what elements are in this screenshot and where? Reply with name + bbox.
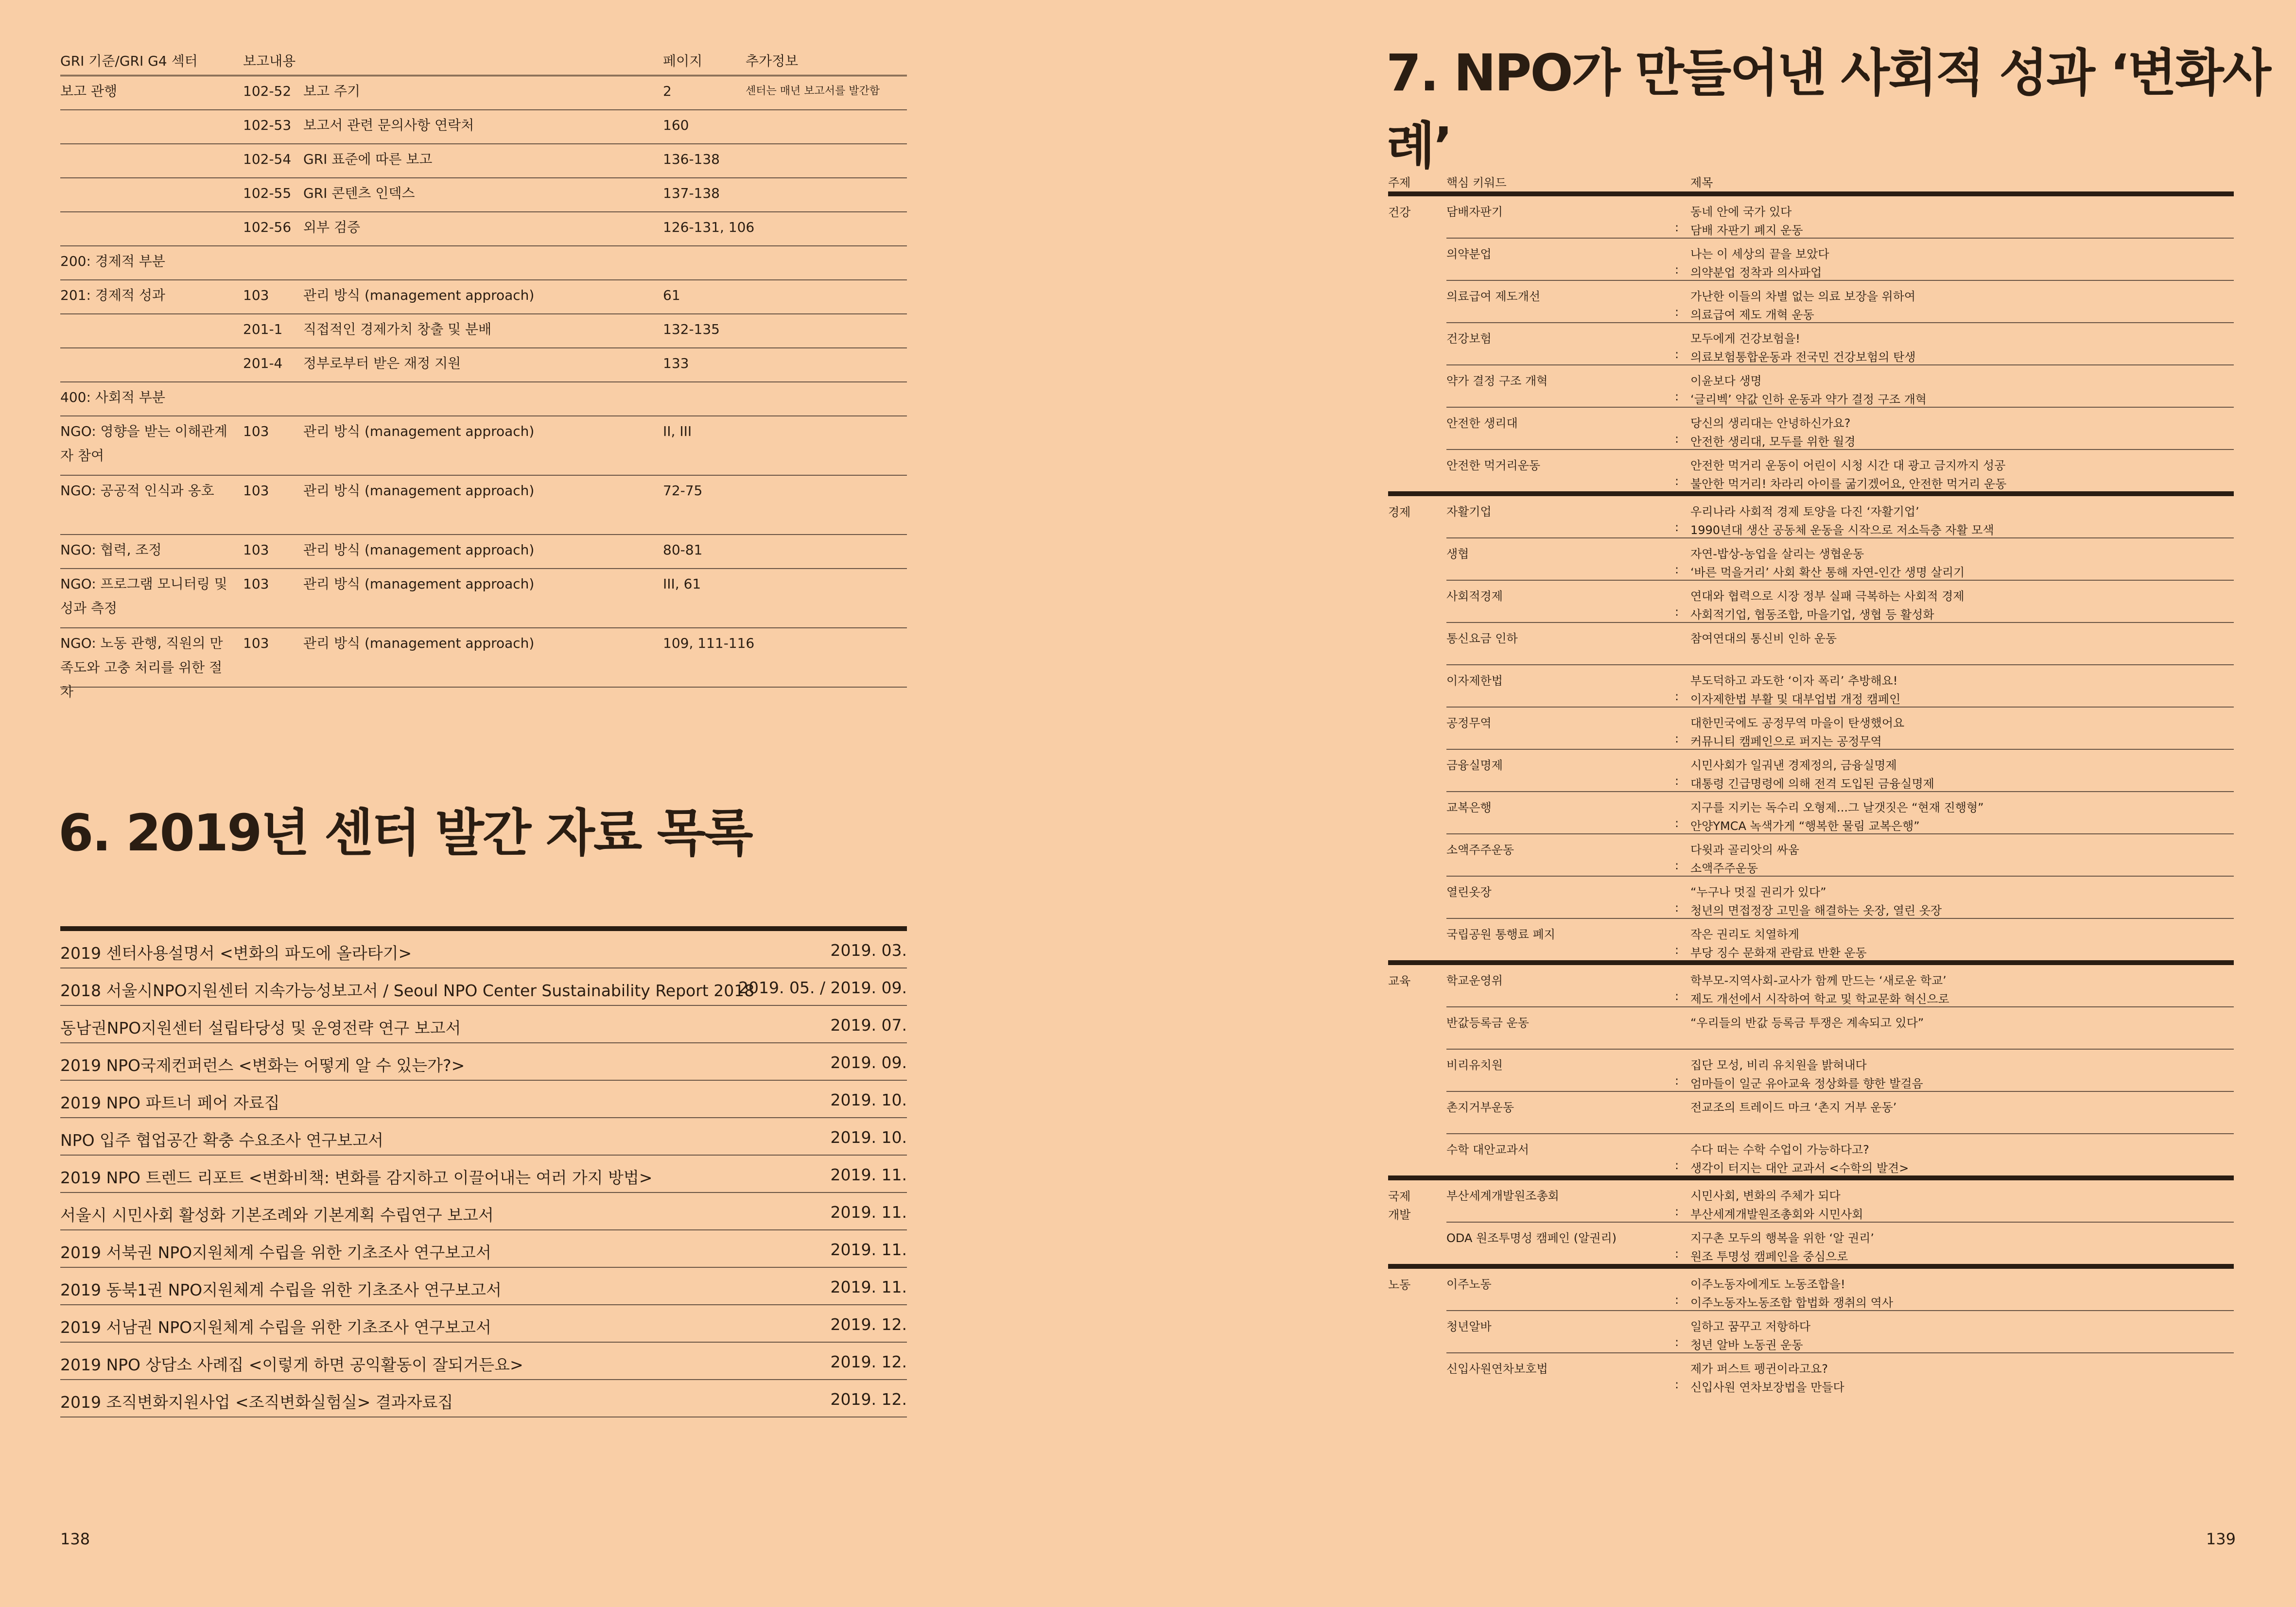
case-subtitle: 불안한 먹거리! 차라리 아이를 굶기겠어요, 안전한 먹거리 운동 (1690, 477, 2007, 491)
publication-date: 2019. 12. (830, 1390, 907, 1409)
case-title: 전교조의 트레이드 마크 ‘촌지 거부 운동’ (1690, 1101, 1897, 1114)
case-subtitle: 부당 징수 문화재 관람료 반환 운동 (1690, 946, 1867, 960)
case-title: 지구촌 모두의 행복을 위한 ‘알 권리’ (1690, 1231, 1874, 1245)
theme-block (1388, 196, 2234, 496)
case-row (1446, 1353, 2234, 1395)
case-keyword: 수학 대안교과서 (1446, 1143, 1529, 1157)
case-row (1446, 281, 2234, 323)
gri-header-content: 보고내용 (243, 53, 296, 69)
case-subtitle: 안전한 생리대, 모두를 위한 월경 (1690, 435, 1856, 449)
gri-row (60, 476, 907, 535)
gri-row-desc: 관리 방식 (management approach) (303, 483, 535, 499)
case-keyword: 이자제한법 (1446, 674, 1503, 688)
gri-row-desc: 보고서 관련 문의사항 연락처 (303, 117, 474, 133)
case-subtitle: 제도 개선에서 시작하여 학교 및 학교문화 혁신으로 (1690, 992, 1949, 1006)
theme-label: 노동 (1388, 1278, 1411, 1292)
case-colon: : (1675, 305, 1679, 319)
case-subtitle: 원조 투명성 캠페인을 중심으로 (1690, 1250, 1848, 1263)
case-row (1446, 408, 2234, 450)
gri-row (60, 246, 907, 280)
left-page-number: 138 (60, 1530, 90, 1548)
gri-row-code: 103 (243, 635, 269, 651)
case-subtitle: ‘바른 먹을거리’ 사회 확산 통해 자연-인간 생명 살리기 (1690, 566, 1965, 579)
publication-title: 2019 센터사용설명서 <변화의 파도에 올라타기> (60, 944, 412, 963)
case-colon: : (1675, 520, 1679, 534)
case-title: “우리들의 반값 등록금 투쟁은 계속되고 있다” (1690, 1016, 1924, 1030)
theme-label: 교육 (1388, 974, 1411, 988)
publication-date: 2019. 11. (830, 1165, 907, 1184)
case-row (1446, 1180, 2234, 1223)
case-subtitle: 엄마들이 일군 유아교육 정상화를 향한 발걸음 (1690, 1077, 1923, 1090)
publication-date: 2019. 11. (830, 1240, 907, 1259)
gri-row (60, 280, 907, 314)
case-keyword: 안전한 먹거리운동 (1446, 459, 1541, 472)
gri-row-page: 2 (663, 83, 672, 99)
case-title: 당신의 생리대는 안녕하신가요? (1690, 416, 1851, 430)
case-title: 시민사회가 일궈낸 경제정의, 금융실명제 (1690, 759, 1897, 772)
gri-row-code: 201-4 (243, 355, 283, 371)
case-keyword: 열린옷장 (1446, 885, 1492, 899)
publication-title: 2018 서울시NPO지원센터 지속가능성보고서 / Seoul NPO Center Sustainability Report 2018 (60, 981, 755, 1000)
gri-row-desc: GRI 콘텐츠 인덱스 (303, 185, 415, 201)
case-subtitle: 생각이 터지는 대안 교과서 <수학의 발견> (1690, 1161, 1909, 1175)
case-row (1446, 1311, 2234, 1353)
theme-label: 건강 (1388, 206, 1411, 219)
gri-row-page: II, III (663, 423, 692, 439)
gri-row-desc: 관리 방식 (management approach) (303, 287, 535, 303)
publication-row (60, 1305, 907, 1343)
publication-title: 2019 동북1권 NPO지원체계 수립을 위한 기초조사 연구보고서 (60, 1280, 502, 1299)
case-colon: : (1675, 943, 1679, 957)
case-subtitle: 안양YMCA 녹색가게 “행복한 물림 교복은행” (1690, 819, 1920, 833)
change-cases-table (1388, 170, 2234, 1395)
theme-block (1388, 496, 2234, 965)
case-keyword: 안전한 생리대 (1446, 416, 1518, 430)
gri-row-code: 103 (243, 287, 269, 303)
case-keyword: 부산세계개발원조총회 (1446, 1189, 1559, 1203)
theme-block (1388, 1180, 2234, 1269)
publication-date: 2019. 09. (830, 1053, 907, 1072)
case-title: 우리나라 사회적 경제 토양을 다진 ‘자활기업’ (1690, 505, 1919, 518)
publication-date: 2019. 05. / 2019. 09. (738, 978, 907, 997)
publication-list (60, 926, 907, 1417)
case-colon: : (1675, 1247, 1679, 1261)
gri-row-code: 102-53 (243, 117, 292, 133)
gri-row-page: 137-138 (663, 185, 720, 201)
case-subtitle: 청년의 면접정장 고민을 해결하는 옷장, 열린 옷장 (1690, 904, 1942, 917)
case-subtitle: 이주노동자노동조합 합법화 쟁취의 역사 (1690, 1296, 1894, 1310)
gri-row-code: 103 (243, 576, 269, 592)
case-colon: : (1675, 1158, 1679, 1172)
case-colon: : (1675, 989, 1679, 1003)
case-subtitle: 담배 자판기 폐지 운동 (1690, 224, 1803, 237)
gri-row-code: 201-1 (243, 321, 283, 337)
case-colon: : (1675, 563, 1679, 576)
cases-header-theme: 주제 (1388, 176, 1411, 190)
case-keyword: 자활기업 (1446, 505, 1492, 518)
publication-date: 2019. 03. (830, 941, 907, 960)
publication-date: 2019. 12. (830, 1352, 907, 1371)
case-row (1446, 323, 2234, 365)
case-row (1446, 877, 2234, 919)
gri-row-extra: 센터는 매년 보고서를 발간함 (746, 85, 880, 97)
case-keyword: 담배자판기 (1446, 205, 1503, 219)
section-6-title: 6. 2019년 센터 발간 자료 목록 (58, 803, 752, 863)
gri-row (60, 535, 907, 569)
publication-date: 2019. 10. (830, 1128, 907, 1147)
case-keyword: 이주노동 (1446, 1278, 1492, 1291)
case-colon: : (1675, 690, 1679, 703)
case-row (1446, 196, 2234, 239)
case-colon: : (1675, 1074, 1679, 1088)
case-title: 대한민국에도 공정무역 마을이 탄생했어요 (1690, 716, 1905, 730)
publication-date: 2019. 11. (830, 1278, 907, 1296)
gri-row-page: 136-138 (663, 151, 720, 167)
case-keyword: 생협 (1446, 547, 1469, 561)
case-subtitle: 의약분업 정착과 의사파업 (1690, 266, 1822, 279)
case-title: 작은 권리도 치열하게 (1690, 928, 1799, 941)
gri-header-standard: GRI 기준/GRI G4 섹터 (60, 53, 198, 69)
publication-row (60, 1118, 907, 1156)
case-title: 이주노동자에게도 노동조합을! (1690, 1278, 1845, 1291)
case-row (1446, 1134, 2234, 1175)
gri-row-desc: 관리 방식 (management approach) (303, 423, 535, 439)
case-row (1446, 750, 2234, 792)
case-colon: : (1675, 732, 1679, 745)
case-keyword: 반값등록금 운동 (1446, 1016, 1529, 1030)
case-colon: : (1675, 1335, 1679, 1349)
publication-row (60, 1380, 907, 1417)
cases-header-keyword: 핵심 키워드 (1446, 176, 1507, 190)
publication-title: 2019 NPO국제컨퍼런스 <변화는 어떻게 알 수 있는가?> (60, 1056, 465, 1075)
publication-title: 동남권NPO지원센터 설립타당성 및 운영전략 연구 보고서 (60, 1019, 461, 1037)
case-keyword: 교복은행 (1446, 801, 1492, 814)
publication-row (60, 1230, 907, 1268)
case-colon: : (1675, 432, 1679, 446)
case-row (1446, 665, 2234, 708)
case-colon: : (1675, 1378, 1679, 1391)
case-keyword: 금융실명제 (1446, 759, 1503, 772)
gri-row (60, 628, 907, 700)
gri-row-page: 80-81 (663, 542, 703, 558)
publication-date: 2019. 12. (830, 1315, 907, 1334)
case-title: 제가 퍼스트 펭귄이라고요? (1690, 1362, 1828, 1376)
case-title: 연대와 협력으로 시장 정부 실패 극복하는 사회적 경제 (1690, 589, 1965, 603)
right-page-number: 139 (2206, 1530, 2236, 1548)
gri-row (60, 382, 907, 416)
right-page (1148, 0, 2296, 1607)
case-title: 동네 안에 국가 있다 (1690, 205, 1792, 219)
gri-row-desc: 정부로부터 받은 재정 지원 (303, 355, 461, 371)
publication-row (60, 1081, 907, 1118)
gri-row-category: NGO: 영향을 받는 이해관계자 참여 (60, 423, 227, 464)
publication-row (60, 1193, 907, 1230)
case-subtitle: 1990년대 생산 공동체 운동을 시작으로 저소득층 자활 모색 (1690, 523, 1994, 537)
gri-row-code: 103 (243, 542, 269, 558)
gri-row (60, 110, 907, 144)
case-row (1446, 365, 2234, 408)
publication-title: 2019 서남권 NPO지원체계 수립을 위한 기초조사 연구보고서 (60, 1318, 491, 1337)
case-colon: : (1675, 859, 1679, 872)
case-row (1446, 1050, 2234, 1092)
cases-header-title: 제목 (1690, 176, 1713, 190)
case-title: “누구나 멋질 권리가 있다” (1690, 885, 1826, 899)
gri-header-page: 페이지 (663, 53, 703, 69)
case-subtitle: 소액주주운동 (1690, 862, 1758, 875)
case-colon: : (1675, 347, 1679, 361)
gri-row-code: 103 (243, 423, 269, 439)
gri-row-page: 126-131, 106 (663, 219, 755, 235)
case-colon: : (1675, 774, 1679, 788)
gri-row-code: 102-56 (243, 219, 292, 235)
case-title: 안전한 먹거리 운동이 어린이 시청 시간 대 광고 금지까지 성공 (1690, 459, 2006, 472)
case-keyword: 약가 결정 구조 개혁 (1446, 374, 1548, 388)
case-keyword: 공정무역 (1446, 716, 1492, 730)
case-row (1446, 623, 2234, 665)
case-keyword: ODA 원조투명성 캠페인 (알권리) (1446, 1231, 1617, 1245)
gri-row-desc: 보고 주기 (303, 83, 361, 99)
gri-row-page: 61 (663, 287, 680, 303)
gri-row-category: 보고 관행 (60, 83, 118, 99)
case-title: 자연-밥상-농업을 살리는 생협운동 (1690, 547, 1864, 561)
case-row (1446, 1269, 2234, 1311)
case-subtitle: 청년 알바 노동권 운동 (1690, 1338, 1803, 1352)
case-row (1446, 1223, 2234, 1264)
case-subtitle: 의료급여 제도 개혁 운동 (1690, 308, 1814, 322)
gri-row-page: 132-135 (663, 321, 720, 337)
case-subtitle: ‘글리벡’ 약값 인하 운동과 약가 결정 구조 개혁 (1690, 393, 1927, 406)
case-row (1446, 581, 2234, 623)
gri-row-code: 102-55 (243, 185, 292, 201)
gri-row-desc: 직접적인 경제가치 창출 및 분배 (303, 321, 492, 337)
case-row (1446, 496, 2234, 538)
gri-row-category: 201: 경제적 성과 (60, 287, 165, 303)
gri-row (60, 569, 907, 628)
case-row (1446, 450, 2234, 491)
case-title: 시민사회, 변화의 주체가 되다 (1690, 1189, 1841, 1203)
gri-row-category: NGO: 프로그램 모니터링 및 성과 측정 (60, 576, 227, 616)
publication-date: 2019. 07. (830, 1016, 907, 1035)
case-keyword: 소액주주운동 (1446, 843, 1514, 857)
case-keyword: 건강보험 (1446, 332, 1492, 346)
case-row (1446, 708, 2234, 750)
case-keyword: 학교운영위 (1446, 974, 1503, 987)
case-subtitle: 커뮤니티 캠페인으로 퍼지는 공정무역 (1690, 735, 1882, 748)
publication-title: 2019 NPO 파트너 페어 자료집 (60, 1093, 280, 1112)
gri-row-category: NGO: 협력, 조정 (60, 542, 162, 558)
case-keyword: 의료급여 제도개선 (1446, 290, 1541, 303)
gri-row-category: NGO: 노동 관행, 직원의 만족도와 고충 처리를 위한 절차 (60, 635, 223, 700)
case-keyword: 국립공원 통행료 폐지 (1446, 928, 1555, 941)
case-title: 일하고 꿈꾸고 저항하다 (1690, 1320, 1811, 1333)
gri-row (60, 76, 907, 110)
gri-row-code: 102-52 (243, 83, 292, 99)
gri-table-body (60, 76, 907, 700)
case-row (1446, 919, 2234, 960)
case-title: 가난한 이들의 차별 없는 의료 보장을 위하여 (1690, 290, 1916, 303)
gri-row-page: 133 (663, 355, 689, 371)
case-row (1446, 965, 2234, 1007)
publication-row (60, 1156, 907, 1193)
case-subtitle: 이자제한법 부활 및 대부업법 개정 캠페인 (1690, 692, 1901, 706)
case-subtitle: 사회적기업, 협동조합, 마을기업, 생협 등 활성화 (1690, 608, 1934, 622)
case-keyword: 통신요금 인하 (1446, 632, 1518, 645)
gri-row (60, 144, 907, 178)
publication-title: 2019 서북권 NPO지원체계 수립을 위한 기초조사 연구보고서 (60, 1243, 491, 1262)
gri-row-category: 200: 경제적 부분 (60, 253, 165, 269)
case-row (1446, 538, 2234, 581)
case-keyword: 청년알바 (1446, 1320, 1492, 1333)
gri-row (60, 348, 907, 382)
publication-date: 2019. 11. (830, 1203, 907, 1222)
gri-header-extra: 추가정보 (746, 53, 799, 69)
case-keyword: 촌지거부운동 (1446, 1101, 1514, 1114)
publication-row (60, 1043, 907, 1081)
publication-row (60, 931, 907, 968)
case-colon: : (1675, 474, 1679, 488)
case-colon: : (1675, 1205, 1679, 1218)
case-title: 이윤보다 생명 (1690, 374, 1762, 388)
case-subtitle: 의료보험통합운동과 전국민 건강보험의 탄생 (1690, 350, 1916, 364)
gri-row-category: NGO: 공공적 인식과 옹호 (60, 483, 214, 499)
section-7-title: 7. NPO가 만들어낸 사회적 성과 ‘변화사례’ (1386, 43, 2270, 175)
publication-row (60, 1006, 907, 1043)
case-keyword: 의약분업 (1446, 247, 1492, 261)
gri-index-table (60, 49, 907, 700)
publication-row (60, 1268, 907, 1305)
case-title: 참여연대의 통신비 인하 운동 (1690, 632, 1837, 645)
publication-title: 2019 NPO 트렌드 리포트 <변화비책: 변화를 감지하고 이끌어내는 여러 가지 방법> (60, 1168, 653, 1187)
case-colon: : (1675, 1293, 1679, 1307)
publication-date: 2019. 10. (830, 1090, 907, 1109)
case-title: 학부모-지역사회-교사가 함께 만드는 ‘새로운 학교’ (1690, 974, 1947, 987)
case-title: 수다 떠는 수학 수업이 가능하다고? (1690, 1143, 1869, 1157)
case-row (1446, 792, 2234, 834)
case-subtitle: 신입사원 연차보장법을 만들다 (1690, 1381, 1844, 1394)
case-keyword: 비리유치원 (1446, 1058, 1503, 1072)
gri-row-page: 72-75 (663, 483, 703, 499)
case-colon: : (1675, 605, 1679, 619)
theme-label: 국제 개발 (1388, 1190, 1411, 1222)
publication-title: 서울시 시민사회 활성화 기본조례와 기본계획 수립연구 보고서 (60, 1206, 494, 1225)
gri-row-page: 109, 111-116 (663, 635, 755, 651)
gri-row-desc: 관리 방식 (management approach) (303, 542, 535, 558)
publication-title: 2019 NPO 상담소 사례집 <이렇게 하면 공익활동이 잘되거든요> (60, 1355, 523, 1374)
gri-row-page: 160 (663, 117, 689, 133)
case-colon: : (1675, 816, 1679, 830)
case-title: 다윗과 골리앗의 싸움 (1690, 843, 1799, 857)
case-title: 부도덕하고 과도한 ‘이자 폭리’ 추방해요! (1690, 674, 1898, 688)
gri-row (60, 416, 907, 476)
case-row (1446, 1007, 2234, 1050)
case-keyword: 사회적경제 (1446, 589, 1503, 603)
gri-row (60, 212, 907, 246)
case-subtitle: 부산세계개발원조총회와 시민사회 (1690, 1208, 1863, 1221)
gri-row-category: 400: 사회적 부분 (60, 389, 165, 405)
theme-block (1388, 1269, 2234, 1395)
gri-row-code: 102-54 (243, 151, 292, 167)
case-colon: : (1675, 221, 1679, 234)
case-colon: : (1675, 390, 1679, 403)
gri-row-desc: 관리 방식 (management approach) (303, 576, 535, 592)
cases-table-body (1388, 196, 2234, 1395)
case-row (1446, 1092, 2234, 1134)
gri-row-page: III, 61 (663, 576, 701, 592)
gri-row (60, 314, 907, 348)
gri-table-header (60, 49, 907, 76)
case-row (1446, 239, 2234, 281)
case-keyword: 신입사원연차보호법 (1446, 1362, 1548, 1376)
publication-title: 2019 조직변화지원사업 <조직변화실험실> 결과자료집 (60, 1393, 453, 1412)
theme-label: 경제 (1388, 505, 1411, 519)
gri-row-desc: 관리 방식 (management approach) (303, 635, 535, 651)
case-subtitle: 대통령 긴급명령에 의해 전격 도입된 금융실명제 (1690, 777, 1934, 791)
gri-row-code: 103 (243, 483, 269, 499)
case-row (1446, 834, 2234, 877)
gri-row-desc: 외부 검증 (303, 219, 361, 235)
gri-row-desc: GRI 표준에 따른 보고 (303, 151, 433, 167)
case-title: 집단 모성, 비리 유치원을 밝혀내다 (1690, 1058, 1867, 1072)
case-colon: : (1675, 901, 1679, 915)
publication-row (60, 1343, 907, 1380)
case-title: 나는 이 세상의 끝을 보았다 (1690, 247, 1829, 261)
theme-block (1388, 965, 2234, 1180)
case-title: 지구를 지키는 독수리 오형제...그 날갯짓은 “현재 진행형” (1690, 801, 1984, 814)
cases-table-header (1388, 170, 2234, 196)
case-title: 모두에게 건강보험을! (1690, 332, 1800, 346)
publication-title: NPO 입주 협업공간 확충 수요조사 연구보고서 (60, 1131, 383, 1150)
publication-row (60, 968, 907, 1006)
gri-row (60, 178, 907, 212)
case-colon: : (1675, 263, 1679, 276)
